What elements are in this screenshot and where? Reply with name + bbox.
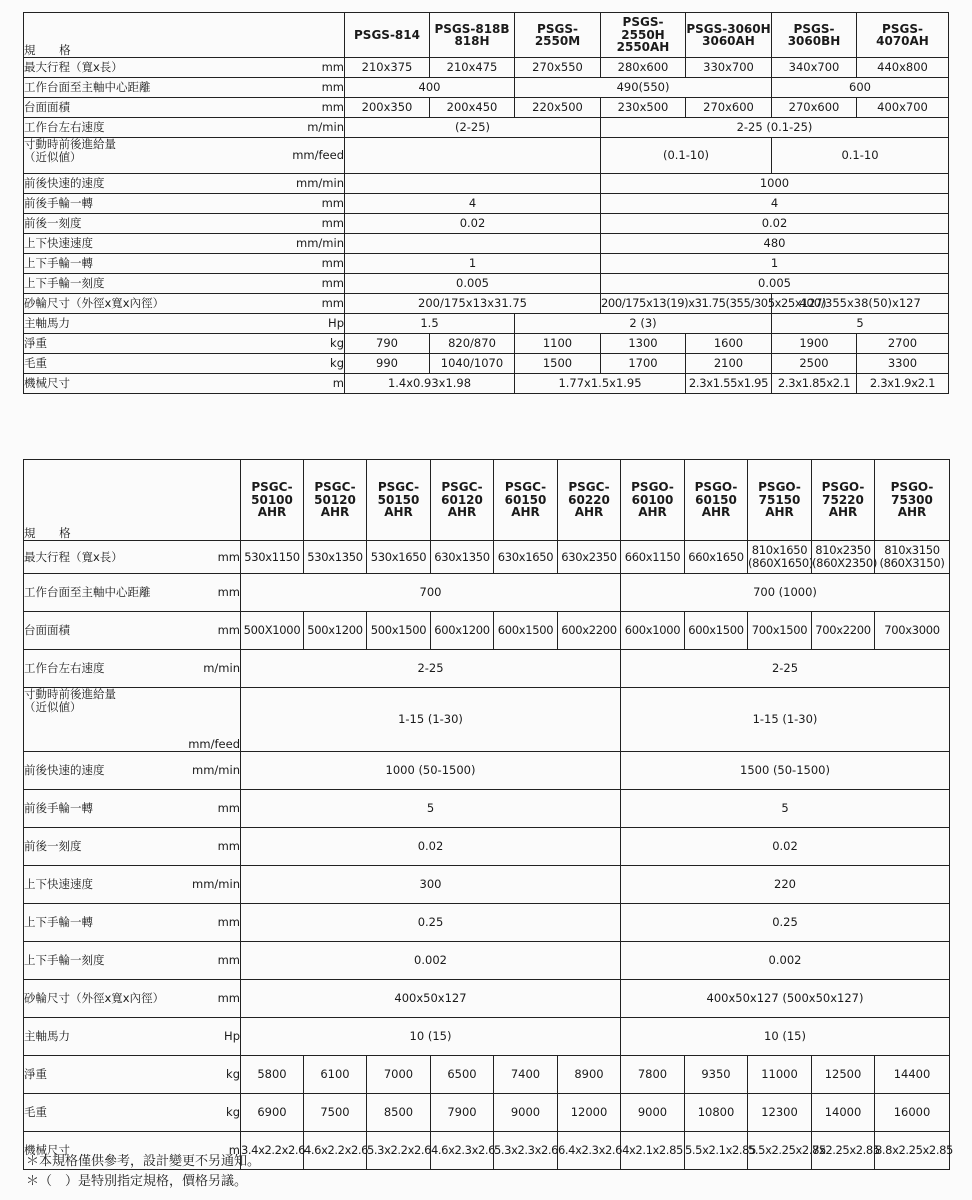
spec-cell: 600x1200 [431, 612, 494, 650]
row-unit: mm [179, 828, 241, 866]
spec-cell: 9000 [494, 1094, 558, 1132]
spec-cell: 7900 [431, 1094, 494, 1132]
spec-cell [345, 234, 601, 254]
row-label: 上下手輪一轉 [24, 254, 254, 274]
spec-cell: 0.1-10 [772, 138, 949, 174]
spec-cell: 7800 [621, 1056, 685, 1094]
row-unit: mm/min [179, 752, 241, 790]
spec-cell: 5 [772, 314, 949, 334]
spec-table-psgc-psgo [23, 459, 953, 1170]
table-row [24, 790, 950, 828]
spec-cell: 4 [601, 194, 949, 214]
row-label: 最大行程（寬x長） [24, 58, 254, 78]
spec-cell: 9000 [621, 1094, 685, 1132]
spec-header: 規 格 [24, 13, 345, 58]
spec-cell: 1-15 (1-30) [621, 688, 950, 752]
row-label: 砂輪尺寸（外徑x寬x內徑） [24, 980, 179, 1018]
spec-cell: 400/355x38(50)x127 [772, 294, 949, 314]
row-unit: mm [254, 274, 345, 294]
spec-cell: 660x1150 [621, 541, 685, 574]
spec-cell [345, 174, 601, 194]
row-label: 主軸馬力 [24, 314, 254, 334]
spec-cell: 2100 [686, 354, 772, 374]
spec-cell: 1-15 (1-30) [241, 688, 621, 752]
spec-cell: 5.3x2.3x2.6 [494, 1132, 558, 1170]
spec-cell: 1.4x0.93x1.98 [345, 374, 515, 394]
spec-cell: 1500 [515, 354, 601, 374]
spec-cell: 700 (1000) [621, 574, 950, 612]
spec-cell: 400x50x127 (500x50x127) [621, 980, 950, 1018]
table-row [24, 980, 950, 1018]
row-label: 機械尺寸 [24, 374, 254, 394]
model-header: PSGS-2550H 2550AH [601, 13, 686, 58]
row-unit: kg [254, 334, 345, 354]
row-unit: Hp [179, 1018, 241, 1056]
spec-cell: 0.005 [345, 274, 601, 294]
table-row [24, 1056, 950, 1094]
row-label: 前後一刻度 [24, 828, 179, 866]
spec-cell: 220x500 [515, 98, 601, 118]
spec-cell: 8900 [558, 1056, 621, 1094]
table-row [24, 866, 950, 904]
spec-cell: 270x600 [686, 98, 772, 118]
spec-cell: 1040/1070 [430, 354, 515, 374]
spec-cell: 200/175x13x31.75 [345, 294, 601, 314]
table-row [24, 194, 949, 214]
row-label: 機械尺寸 [24, 1132, 179, 1170]
spec-cell: 10 (15) [241, 1018, 621, 1056]
row-label: 上下快速速度 [24, 234, 254, 254]
spec-cell: 530x1150 [241, 541, 304, 574]
spec-cell: 5800 [241, 1056, 304, 1094]
row-unit: mm [254, 294, 345, 314]
row-label [24, 138, 254, 174]
spec-cell: 600x1000 [621, 612, 685, 650]
spec-cell: 270x550 [515, 58, 601, 78]
model-header: PSGC-60120 AHR [431, 460, 494, 541]
row-label [24, 688, 179, 752]
spec-cell: 10800 [685, 1094, 748, 1132]
spec-cell: 7500 [304, 1094, 367, 1132]
row-label: 工作台左右速度 [24, 650, 179, 688]
model-header: PSGS-818B 818H [430, 13, 515, 58]
table-row [24, 650, 950, 688]
spec-cell: 6900 [241, 1094, 304, 1132]
spec-cell: 6.4x2.3x2.6 [558, 1132, 621, 1170]
spec-cell: (2-25) [345, 118, 601, 138]
spec-cell: 2.3x1.85x2.1 [772, 374, 857, 394]
spec-cell: 5 [621, 790, 950, 828]
table-row [24, 334, 949, 354]
row-unit: mm/min [254, 174, 345, 194]
spec-cell: 6100 [304, 1056, 367, 1094]
table-row [24, 234, 949, 254]
row-label: 台面面積 [24, 612, 179, 650]
spec-cell: 2 (3) [515, 314, 772, 334]
table-row [24, 942, 950, 980]
spec-cell: 400x700 [857, 98, 949, 118]
spec-cell: 330x700 [686, 58, 772, 78]
row-label: 工作台面至主軸中心距離 [24, 78, 254, 98]
row-label: 上下快速速度 [24, 866, 179, 904]
table-row [24, 1094, 950, 1132]
row-label: 前後一刻度 [24, 214, 254, 234]
spec-cell: 200x350 [345, 98, 430, 118]
spec-cell: 500x1200 [304, 612, 367, 650]
row-unit: mm [179, 904, 241, 942]
spec-cell: 3.4x2.2x2.6 [241, 1132, 304, 1170]
table-row [24, 214, 949, 234]
spec-table-psgs [23, 12, 949, 394]
spec-cell: 500x1500 [367, 612, 431, 650]
spec-cell: 210x475 [430, 58, 515, 78]
spec-cell: 820/870 [430, 334, 515, 354]
spec-cell: 1300 [601, 334, 686, 354]
spec-header: 規 格 [24, 460, 241, 541]
table-row [24, 752, 950, 790]
spec-cell: 440x800 [857, 58, 949, 78]
row-unit: m/min [254, 118, 345, 138]
table-row [24, 174, 949, 194]
spec-cell: 2.3x1.9x2.1 [857, 374, 949, 394]
row-label: 工作台面至主軸中心距離 [24, 574, 179, 612]
spec-cell: 4 [345, 194, 601, 214]
row-unit: mm/feed [254, 138, 345, 174]
model-header: PSGC-60220 AHR [558, 460, 621, 541]
row-unit: kg [179, 1056, 241, 1094]
spec-cell: 4x2.1x2.85 [621, 1132, 685, 1170]
spec-cell: 12000 [558, 1094, 621, 1132]
model-header: PSGS-814 [345, 13, 430, 58]
row-unit: m [179, 1132, 241, 1170]
model-header: PSGS-4070AH [857, 13, 949, 58]
spec-cell: 0.25 [241, 904, 621, 942]
spec-cell: 600x1500 [494, 612, 558, 650]
spec-cell: 4.6x2.2x2.6 [304, 1132, 367, 1170]
row-label: 上下手輪一刻度 [24, 274, 254, 294]
footnote: ＊本規格僅供參考，設計變更不另通知。 [26, 1154, 261, 1169]
spec-cell: 400x50x127 [241, 980, 621, 1018]
spec-cell: 300 [241, 866, 621, 904]
spec-cell: 0.02 [621, 828, 950, 866]
row-label: 上下手輪一轉 [24, 904, 179, 942]
row-unit: mm [254, 254, 345, 274]
spec-cell: 700x1500 [748, 612, 812, 650]
spec-cell: 210x375 [345, 58, 430, 78]
spec-cell: 810x1650 (860X1650) [748, 541, 812, 574]
spec-cell: 5.5x2.25x2.85 [748, 1132, 812, 1170]
table-row [24, 78, 949, 98]
spec-cell: 5.5x2.1x2.85 [685, 1132, 748, 1170]
model-header: PSGC-50150 AHR [367, 460, 431, 541]
row-label-line1: 寸動時前後進給量 [24, 687, 116, 701]
spec-cell: 12300 [748, 1094, 812, 1132]
spec-cell: 1000 (50-1500) [241, 752, 621, 790]
row-unit: Hp [254, 314, 345, 334]
spec-cell: 630x1650 [494, 541, 558, 574]
row-label: 台面面積 [24, 98, 254, 118]
model-header: PSGC-50120 AHR [304, 460, 367, 541]
spec-cell: 9350 [685, 1056, 748, 1094]
model-header: PSGO-75300 AHR [875, 460, 950, 541]
row-label-line2: （近似値） [24, 150, 82, 164]
spec-cell: 340x700 [772, 58, 857, 78]
spec-cell: 270x600 [772, 98, 857, 118]
row-unit: kg [179, 1094, 241, 1132]
spec-cell: 0.02 [241, 828, 621, 866]
spec-cell: 14000 [812, 1094, 875, 1132]
row-unit: mm [254, 98, 345, 118]
spec-cell: 1500 (50-1500) [621, 752, 950, 790]
spec-cell: 600x2200 [558, 612, 621, 650]
row-unit: mm/min [179, 866, 241, 904]
spec-cell: 12500 [812, 1056, 875, 1094]
table-row [24, 294, 949, 314]
spec-cell: 2500 [772, 354, 857, 374]
spec-cell: 490(550) [515, 78, 772, 98]
spec-cell: 7400 [494, 1056, 558, 1094]
row-unit: mm [179, 980, 241, 1018]
spec-cell: 280x600 [601, 58, 686, 78]
spec-cell: 990 [345, 354, 430, 374]
spec-cell: 7000 [367, 1056, 431, 1094]
row-label: 淨重 [24, 334, 254, 354]
spec-cell: 1900 [772, 334, 857, 354]
spec-cell: 700 [241, 574, 621, 612]
table-row [24, 118, 949, 138]
spec-cell: 1 [345, 254, 601, 274]
table-row [24, 314, 949, 334]
spec-cell: 2-25 [241, 650, 621, 688]
spec-cell: 1.77x1.5x1.95 [515, 374, 686, 394]
spec-cell: 7x2.25x2.85 [812, 1132, 875, 1170]
spec-cell: 0.005 [601, 274, 949, 294]
table-row [24, 274, 949, 294]
row-unit: mm [179, 942, 241, 980]
spec-cell: 1600 [686, 334, 772, 354]
row-label-line2: （近似値） [24, 700, 82, 714]
table-row [24, 904, 950, 942]
spec-cell: 630x1350 [431, 541, 494, 574]
spec-cell: 200/175x13(19)x31.75(355/305x25x127) [601, 294, 772, 314]
spec-cell: 220 [621, 866, 950, 904]
model-header: PSGO-75150 AHR [748, 460, 812, 541]
spec-cell: 500X1000 [241, 612, 304, 650]
spec-cell: 0.02 [601, 214, 949, 234]
table-row [24, 254, 949, 274]
spec-cell: 700x3000 [875, 612, 950, 650]
row-unit: mm [254, 214, 345, 234]
model-header: PSGS-3060H 3060AH [686, 13, 772, 58]
spec-cell: 16000 [875, 1094, 950, 1132]
spec-cell: 8500 [367, 1094, 431, 1132]
row-label: 毛重 [24, 354, 254, 374]
spec-cell: 530x1350 [304, 541, 367, 574]
row-label: 工作台左右速度 [24, 118, 254, 138]
table-row [24, 828, 950, 866]
row-unit: mm [254, 78, 345, 98]
model-header: PSGC-50100 AHR [241, 460, 304, 541]
spec-cell: 4.6x2.3x2.6 [431, 1132, 494, 1170]
spec-cell: 1 [601, 254, 949, 274]
table-row [24, 541, 950, 574]
spec-cell: 2-25 [621, 650, 950, 688]
model-header: PSGO-60150 AHR [685, 460, 748, 541]
table-row [24, 354, 949, 374]
spec-cell: 630x2350 [558, 541, 621, 574]
spec-cell [345, 138, 601, 174]
model-header: PSGO-60100 AHR [621, 460, 685, 541]
row-label: 砂輪尺寸（外徑x寬x內徑） [24, 294, 254, 314]
spec-cell: 0.002 [241, 942, 621, 980]
footnote: ＊（ ）是特別指定規格，價格另議。 [26, 1174, 248, 1189]
row-label: 主軸馬力 [24, 1018, 179, 1056]
row-label: 前後快速的速度 [24, 174, 254, 194]
model-header: PSGS-3060BH [772, 13, 857, 58]
row-unit: mm [179, 574, 241, 612]
spec-cell: 2700 [857, 334, 949, 354]
spec-cell: 0.02 [345, 214, 601, 234]
spec-cell: 660x1650 [685, 541, 748, 574]
spec-cell: 810x3150 (860X3150) [875, 541, 950, 574]
spec-cell: 1700 [601, 354, 686, 374]
row-unit: m/min [179, 650, 241, 688]
spec-cell: 1.5 [345, 314, 515, 334]
spec-cell: 200x450 [430, 98, 515, 118]
table-row [24, 58, 949, 78]
row-unit: m [254, 374, 345, 394]
spec-cell: 230x500 [601, 98, 686, 118]
spec-cell: 2-25 (0.1-25) [601, 118, 949, 138]
row-unit: mm [179, 612, 241, 650]
spec-cell: 5.3x2.2x2.6 [367, 1132, 431, 1170]
spec-cell: 14400 [875, 1056, 950, 1094]
row-label-line1: 寸動時前後進給量 [24, 137, 116, 151]
table-row [24, 612, 950, 650]
spec-cell: 3300 [857, 354, 949, 374]
footnotes [26, 1152, 260, 1192]
row-unit: kg [254, 354, 345, 374]
model-header: PSGS-2550M [515, 13, 601, 58]
table-row [24, 574, 950, 612]
table-row [24, 1018, 950, 1056]
spec-cell: 11000 [748, 1056, 812, 1094]
spec-cell: (0.1-10) [601, 138, 772, 174]
spec-cell: 2.3x1.55x1.95 [686, 374, 772, 394]
table-row [24, 98, 949, 118]
spec-cell: 1000 [601, 174, 949, 194]
row-label: 毛重 [24, 1094, 179, 1132]
row-label: 淨重 [24, 1056, 179, 1094]
row-label: 最大行程（寬x長） [24, 541, 179, 574]
table-row [24, 374, 949, 394]
spec-cell: 700x2200 [812, 612, 875, 650]
row-unit: mm [179, 541, 241, 574]
table-row [24, 138, 949, 174]
row-unit: mm [254, 58, 345, 78]
spec-cell: 6500 [431, 1056, 494, 1094]
row-label: 前後手輪一轉 [24, 790, 179, 828]
spec-cell: 480 [601, 234, 949, 254]
spec-cell: 10 (15) [621, 1018, 950, 1056]
spec-cell: 810x2350 (860X2350) [812, 541, 875, 574]
spec-cell: 5 [241, 790, 621, 828]
spec-cell: 0.25 [621, 904, 950, 942]
row-label: 前後快速的速度 [24, 752, 179, 790]
row-unit: mm/feed [179, 688, 241, 752]
spec-cell: 8.8x2.25x2.85 [875, 1132, 950, 1170]
spec-cell: 600 [772, 78, 949, 98]
row-label: 上下手輪一刻度 [24, 942, 179, 980]
row-label: 前後手輪一轉 [24, 194, 254, 214]
spec-cell: 0.002 [621, 942, 950, 980]
model-header: PSGC-60150 AHR [494, 460, 558, 541]
spec-cell: 600x1500 [685, 612, 748, 650]
row-unit: mm [254, 194, 345, 214]
table-row [24, 688, 950, 752]
spec-cell: 530x1650 [367, 541, 431, 574]
model-header: PSGO-75220 AHR [812, 460, 875, 541]
spec-cell: 400 [345, 78, 515, 98]
row-unit: mm/min [254, 234, 345, 254]
spec-cell: 790 [345, 334, 430, 354]
row-unit: mm [179, 790, 241, 828]
spec-cell: 1100 [515, 334, 601, 354]
